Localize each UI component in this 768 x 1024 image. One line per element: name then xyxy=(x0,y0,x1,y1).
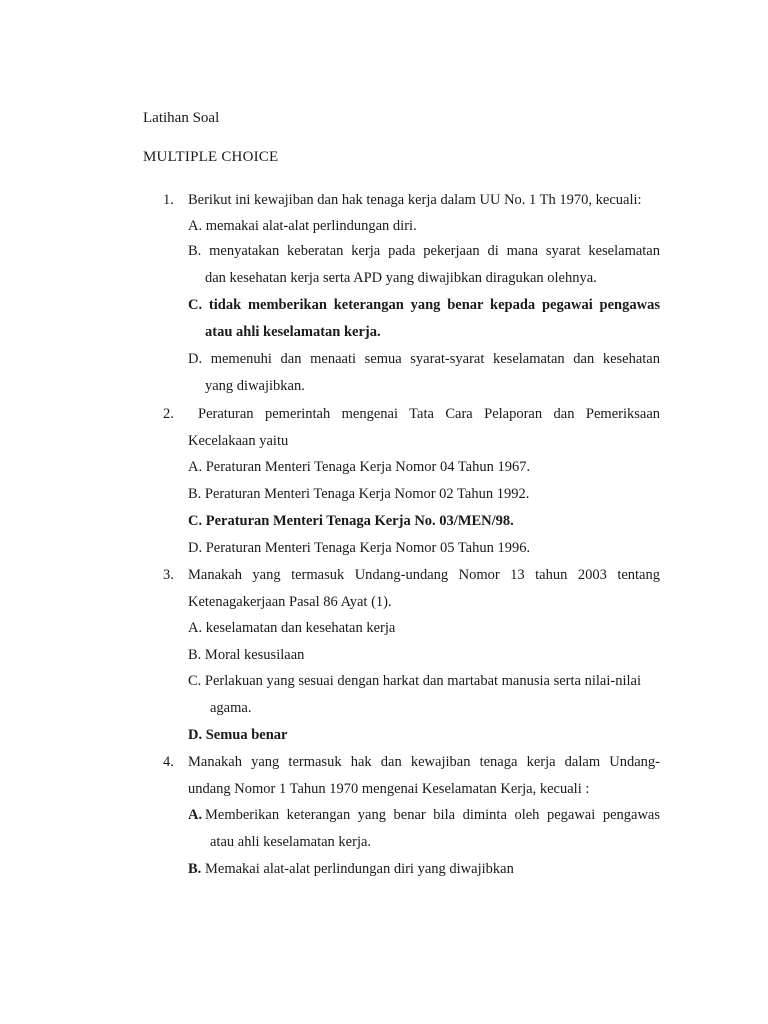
question-2-text-line-1: Peraturan pemerintah mengenai Tata Cara Pelaporan dan Pemeriksaan xyxy=(198,406,660,422)
question-4-option-b-letter: B. xyxy=(188,861,202,877)
question-1-option-b-line-1: B. menyatakan keberatan kerja pada pekerjaan di mana syarat keselamatan xyxy=(188,243,660,259)
document-subtitle: MULTIPLE CHOICE xyxy=(143,149,279,165)
question-3-text-line-1: Manakah yang termasuk Undang-undang Nomor 13 tahun 2003 tentang xyxy=(188,567,660,583)
question-1-option-d-line-1: D. memenuhi dan menaati semua syarat-syarat keselamatan dan kesehatan xyxy=(188,351,660,367)
question-1-text: Berikut ini kewajiban dan hak tenaga kerja dalam UU No. 1 Th 1970, kecuali: xyxy=(188,192,642,208)
question-4-number: 4. xyxy=(163,754,174,770)
question-2-option-c: C. Peraturan Menteri Tenaga Kerja No. 03/MEN/98. xyxy=(188,513,514,529)
question-4-text-line-1: Manakah yang termasuk hak dan kewajiban tenaga kerja dalam Undang- xyxy=(188,754,660,770)
question-1-option-d-line-2: yang diwajibkan. xyxy=(205,378,305,394)
question-1-number: 1. xyxy=(163,192,174,208)
question-3-option-d: D. Semua benar xyxy=(188,727,288,743)
question-1-option-a: A. memakai alat-alat perlindungan diri. xyxy=(188,218,417,234)
question-2-text-line-2: Kecelakaan yaitu xyxy=(188,433,289,449)
question-1-option-c-line-2: atau ahli keselamatan kerja. xyxy=(205,324,381,340)
question-2-option-a: A. Peraturan Menteri Tenaga Kerja Nomor 04 Tahun 1967. xyxy=(188,459,531,475)
question-3-option-c-line-1: C. Perlakuan yang sesuai dengan harkat dan martabat manusia serta nilai-nilai xyxy=(188,673,641,689)
question-3-option-a: A. keselamatan dan kesehatan kerja xyxy=(188,620,396,636)
question-2-option-d: D. Peraturan Menteri Tenaga Kerja Nomor 05 Tahun 1996. xyxy=(188,540,531,556)
question-3-option-b: B. Moral kesusilaan xyxy=(188,647,305,663)
question-2-option-b: B. Peraturan Menteri Tenaga Kerja Nomor 02 Tahun 1992. xyxy=(188,486,530,502)
question-1-option-b-line-2: dan kesehatan kerja serta APD yang diwajibkan diragukan olehnya. xyxy=(205,270,597,286)
question-3-number: 3. xyxy=(163,567,174,583)
question-3-text-line-2: Ketenagakerjaan Pasal 86 Ayat (1). xyxy=(188,594,392,610)
question-3-option-c-line-2: agama. xyxy=(210,700,252,716)
question-4-text-line-2: undang Nomor 1 Tahun 1970 mengenai Keselamatan Kerja, kecuali : xyxy=(188,781,590,797)
question-1-option-c-line-1: C. tidak memberikan keterangan yang benar kepada pegawai pengawas xyxy=(188,297,660,313)
question-4-option-a-line-1: Memberikan keterangan yang benar bila diminta oleh pegawai pengawas xyxy=(205,807,660,823)
question-4-option-a-line-2: atau ahli keselamatan kerja. xyxy=(210,834,372,850)
document-title: Latihan Soal xyxy=(143,110,220,126)
question-4-option-b-line-1: Memakai alat-alat perlindungan diri yang diwajibkan xyxy=(205,861,514,877)
question-2-number: 2. xyxy=(163,406,174,422)
question-4-option-a-letter: A. xyxy=(188,807,203,823)
